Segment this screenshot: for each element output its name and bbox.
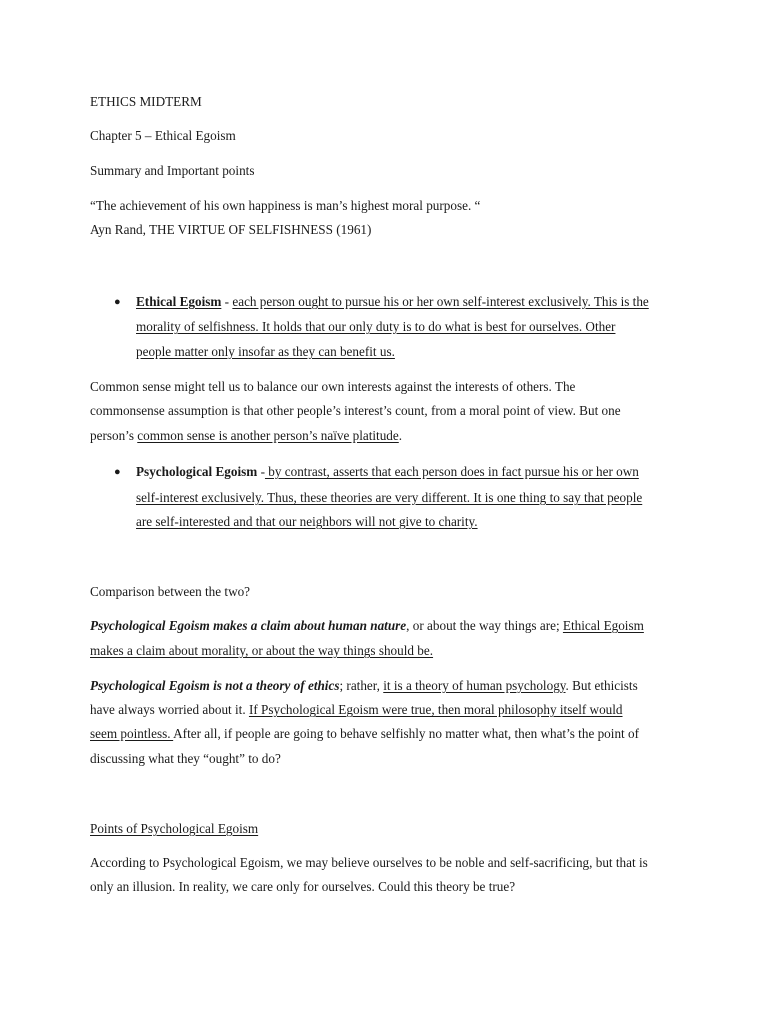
comparison-2-line-3-plain: After all, if people are going to behave selfishly no matter what, then what’s the point of [173,726,639,741]
comparison-2-line-1 [90,678,638,694]
comparison-2-line-3-underlined: seem pointless. [90,726,174,741]
common-sense-line-1: Common sense might tell us to balance our own interests against the interests of others. The [90,379,576,394]
psychological-egoism-term: Psychological Egoism [136,464,258,479]
comparison-2-plain-1: ; rather, [339,678,384,693]
comparison-2-plain-2: . But ethicists [565,678,638,693]
common-sense-end: . [398,428,403,443]
comparison-1-line-2: makes a claim about morality, or about the way things should be. [90,643,434,658]
document-title: ETHICS MIDTERM [90,94,202,109]
comparison-2-underlined-1: it is a theory of human psychology [383,678,566,693]
ethical-egoism-sep: - [221,294,233,309]
summary-heading: Summary and Important points [90,163,255,178]
bullet-icon: ● [114,296,121,308]
psychological-egoism-definition-2: self-interest exclusively. Thus, these theories are very different. It is one thing to say that people [136,490,643,505]
points-para-line-2: only an illusion. In reality, we care only for ourselves. Could this theory be true? [90,879,516,894]
ethical-egoism-definition-1: each person ought to pursue his or her own self-interest exclusively. This is the [232,294,649,309]
comparison-heading: Comparison between the two? [90,584,251,599]
comparison-2-bold: Psychological Egoism is not a theory of ethics [90,678,340,693]
comparison-1-underlined: Ethical Egoism [562,618,644,633]
comparison-2-line-2-underlined: If Psychological Egoism were true, then moral philosophy itself would [248,702,623,717]
comparison-2-line-2-plain: have always worried about it. [90,702,249,717]
common-sense-underlined: common sense is another person’s naïve platitude [137,428,399,443]
quote-source: Ayn Rand, THE VIRTUE OF SELFISHNESS (1961) [90,222,372,237]
common-sense-line-3 [90,428,402,444]
bullet-icon: ● [114,466,121,478]
chapter-heading: Chapter 5 – Ethical Egoism [90,128,236,143]
comparison-1-line-1 [90,618,644,634]
comparison-2-line-2 [90,702,623,718]
comparison-2-line-3 [90,726,639,742]
common-sense-plain: person’s [90,428,138,443]
comparison-2-line-4: discussing what they “ought” to do? [90,751,281,766]
psychological-egoism-definition-1: by contrast, asserts that each person does in fact pursue his or her own [264,464,639,479]
points-para-line-1: According to Psychological Egoism, we may believe ourselves to be noble and self-sacrificing, but that is [90,855,648,870]
ethical-egoism-definition-3: people matter only insofar as they can benefit us. [136,344,395,359]
psychological-egoism-definition-3: are self-interested and that our neighbors will not give to charity. [136,514,478,529]
common-sense-line-2: commonsense assumption is that other people’s interest’s count, from a moral point of view. But one [90,403,621,418]
comparison-1-plain: , or about the way things are; [406,618,563,633]
ethical-egoism-term: Ethical Egoism [136,294,222,309]
ethical-egoism-definition-2: morality of selfishness. It holds that our only duty is to do what is best for ourselves. Other [136,319,616,334]
psychological-egoism-line-1 [136,464,639,480]
points-heading: Points of Psychological Egoism [90,821,259,836]
quote-text: “The achievement of his own happiness is man’s highest moral purpose. “ [90,198,481,213]
psychological-egoism-sep: - [257,464,265,479]
comparison-1-bold: Psychological Egoism makes a claim about human nature [90,618,407,633]
ethical-egoism-line-1 [136,294,649,310]
